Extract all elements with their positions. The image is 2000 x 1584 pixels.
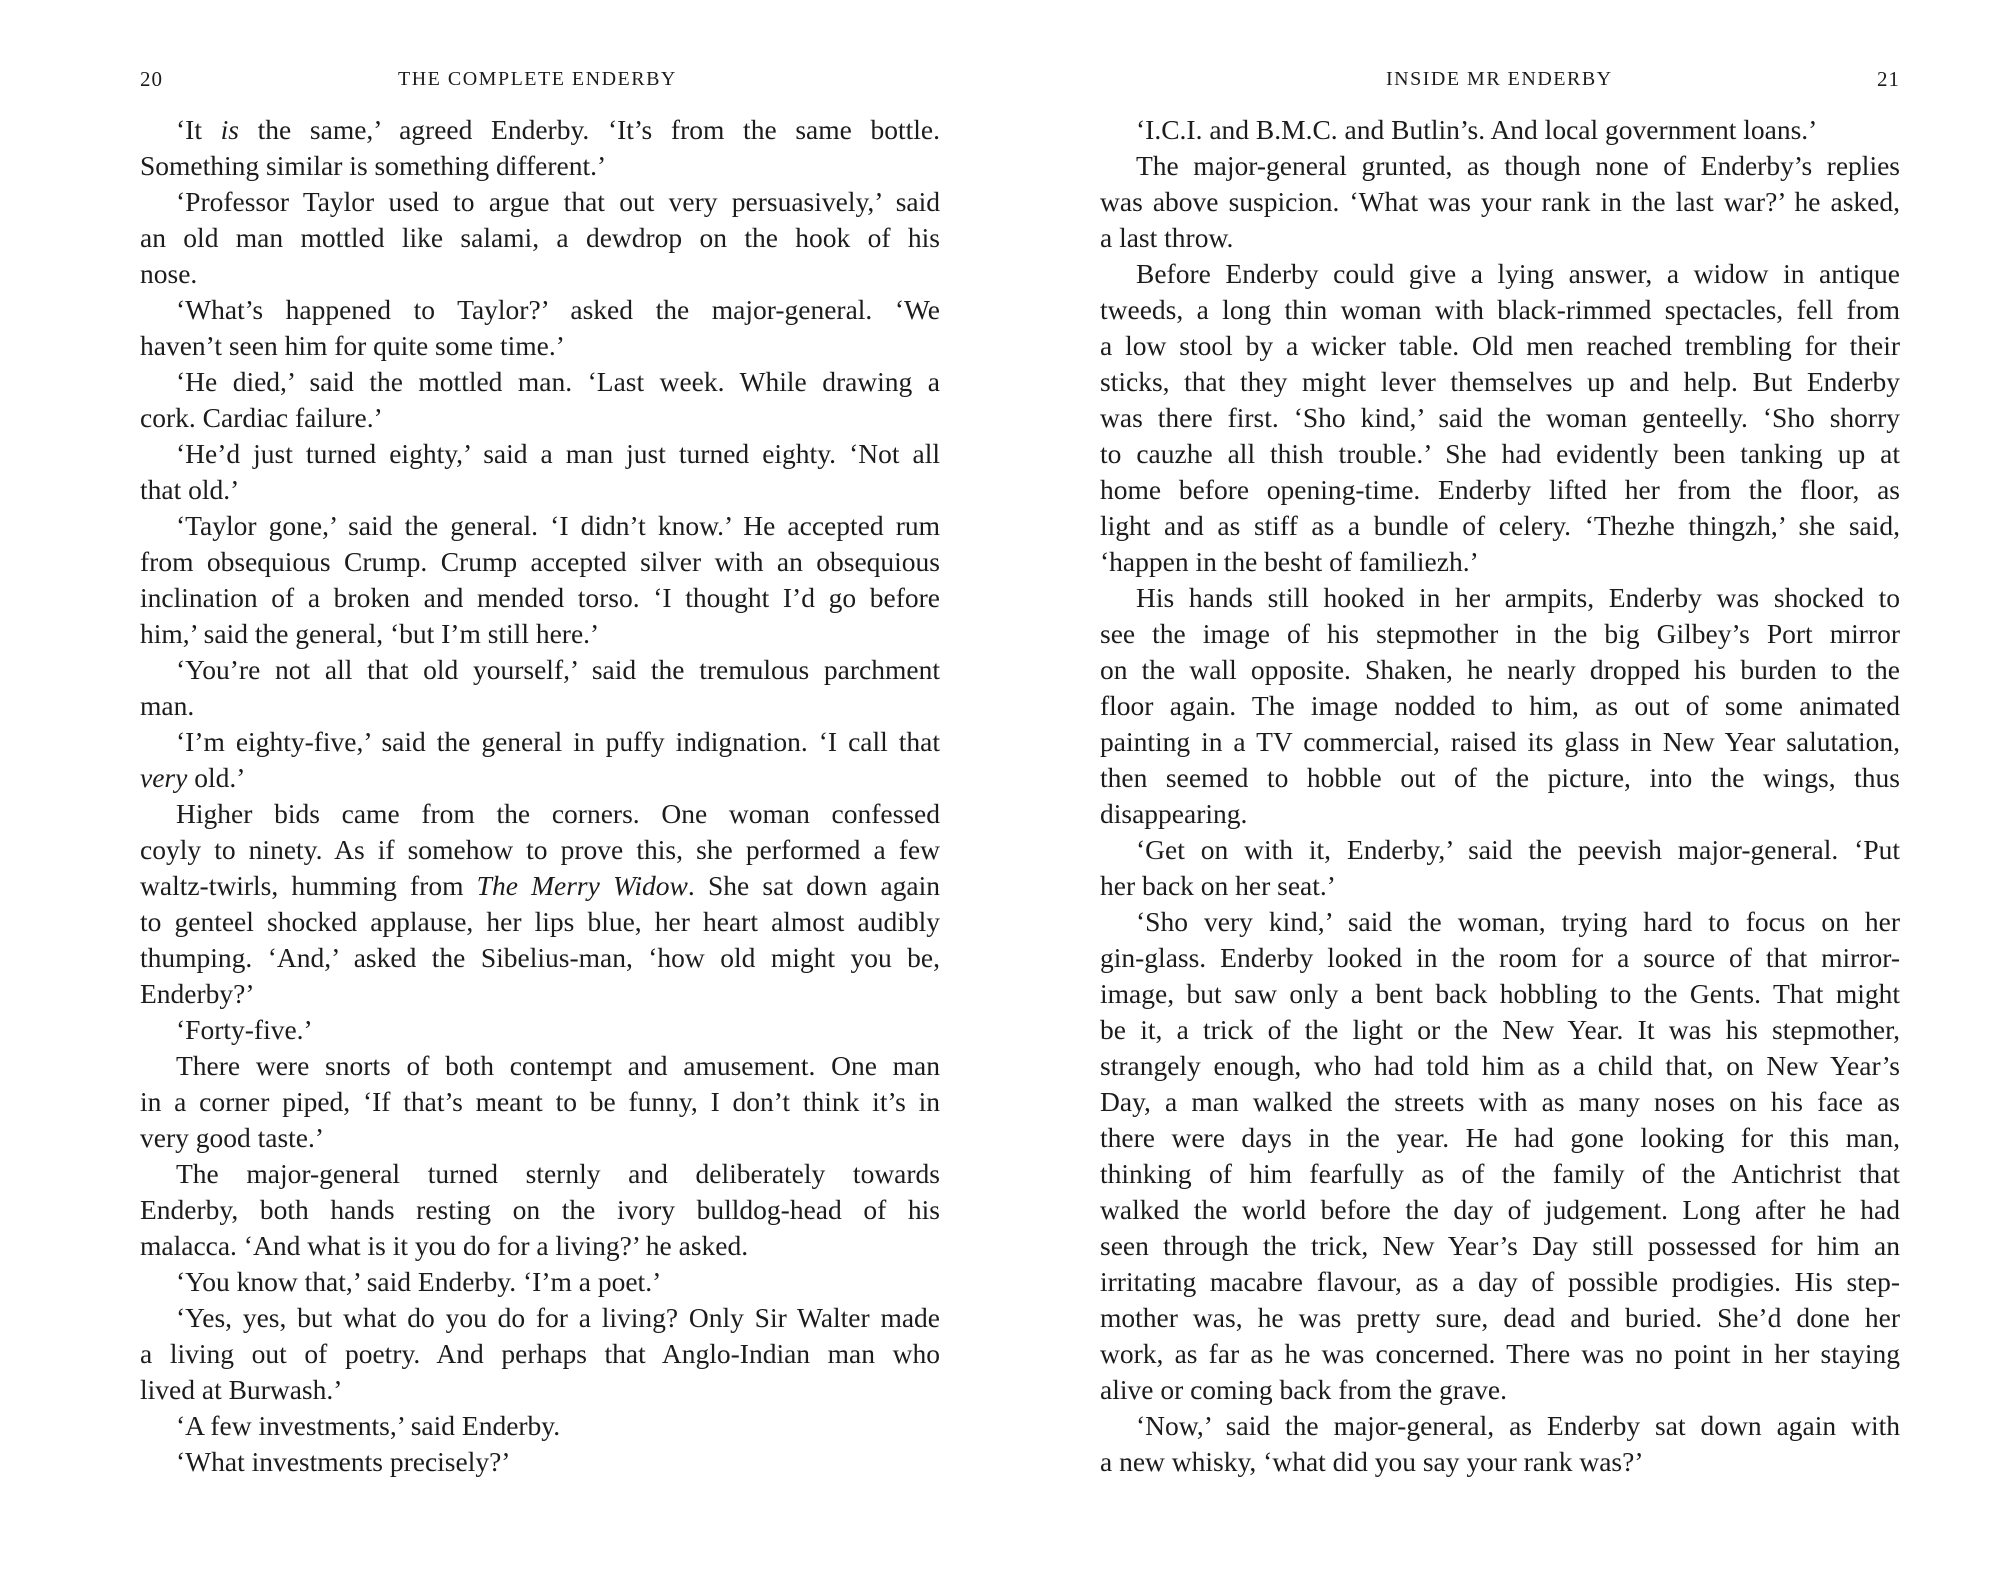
text-segment: tweeds, a long thin woman with black-rimmed spectacles, fell from [1100, 294, 1900, 325]
text-segment: floor again. The image nodded to him, as out of some animated [1100, 690, 1900, 721]
text-segment: cork. Cardiac failure.’ [140, 402, 383, 433]
text-segment: ‘It [176, 114, 221, 145]
text-segment: The major-general turned sternly and deliberately towards [176, 1158, 940, 1189]
text-segment: thinking of him fearfully as of the family of the Antichrist that [1100, 1158, 1900, 1189]
right-text-line [1100, 1012, 1900, 1048]
text-segment: There were snorts of both contempt and amusement. One man [176, 1050, 940, 1081]
left-text-line [140, 1048, 940, 1084]
text-segment: walked the world before the day of judgement. Long after he had [1100, 1194, 1900, 1225]
text-segment: ‘You know that,’ said Enderby. ‘I’m a poet.’ [176, 1266, 662, 1297]
left-text-line [140, 364, 940, 400]
left-text-line [140, 760, 940, 796]
text-segment: lived at Burwash.’ [140, 1374, 343, 1405]
left-text-line [140, 508, 940, 544]
right-text-line [1100, 580, 1900, 616]
left-text-line [140, 544, 940, 580]
right-text-line [1100, 796, 1900, 832]
text-segment: waltz-twirls, humming from [140, 870, 477, 901]
text-segment: inclination of a broken and mended torso. ‘I thought I’d go before [140, 582, 940, 613]
text-segment: a low stool by a wicker table. Old men reached trembling for their [1100, 330, 1900, 361]
right-text-line [1100, 1336, 1900, 1372]
right-text-line [1100, 400, 1900, 436]
text-segment: from obsequious Crump. Crump accepted silver with an obsequious [140, 546, 940, 577]
left-text-line [140, 328, 940, 364]
left-text-line [140, 1192, 940, 1228]
left-text-line [140, 184, 940, 220]
text-segment: strangely enough, who had told him as a child that, on New Year’s [1100, 1050, 1900, 1081]
right-text-line [1100, 472, 1900, 508]
text-segment: ‘He died,’ said the mottled man. ‘Last week. While drawing a [176, 366, 940, 397]
text-segment: him,’ said the general, ‘but I’m still here.’ [140, 618, 600, 649]
text-segment: ‘Taylor gone,’ said the general. ‘I didn’t know.’ He accepted rum [176, 510, 940, 541]
left-page-number: 20 [140, 67, 163, 91]
right-text-line [1100, 1444, 1900, 1480]
text-segment: Day, a man walked the streets with as many noses on his face as [1100, 1086, 1900, 1117]
left-text-line [140, 940, 940, 976]
text-segment: the same,’ agreed Enderby. ‘It’s from the same bottle. [238, 114, 940, 145]
left-text-line [140, 220, 940, 256]
left-text-line [140, 1012, 940, 1048]
right-text-line [1100, 1300, 1900, 1336]
right-text-line [1100, 1084, 1900, 1120]
text-segment: Higher bids came from the corners. One woman confessed [176, 798, 940, 829]
left-text-line [140, 868, 940, 904]
left-text-line [140, 400, 940, 436]
left-text-line [140, 1156, 940, 1192]
left-text-line [140, 724, 940, 760]
left-text-line [140, 1300, 940, 1336]
text-segment: Something similar is something different.’ [140, 150, 607, 181]
right-text-line [1100, 1264, 1900, 1300]
left-text-line [140, 292, 940, 328]
left-text-line [140, 1336, 940, 1372]
text-segment: mother was, he was pretty sure, dead and buried. She’d done her [1100, 1302, 1900, 1333]
italic-text: very [140, 762, 188, 793]
text-segment: ‘I.C.I. and B.M.C. and Butlin’s. And local government loans.’ [1136, 114, 1818, 145]
text-segment: light and as stiff as a bundle of celery. ‘Thezhe thingzh,’ she said, [1100, 510, 1900, 541]
text-segment: ‘What’s happened to Taylor?’ asked the major-general. ‘We [176, 294, 940, 325]
right-text-line [1100, 1048, 1900, 1084]
text-segment: Enderby?’ [140, 978, 255, 1009]
left-text-line [140, 1228, 940, 1264]
left-text-line [140, 436, 940, 472]
text-segment: ‘happen in the besht of familiezh.’ [1100, 546, 1479, 577]
right-text-line [1100, 688, 1900, 724]
text-segment: nose. [140, 258, 198, 289]
left-text-line [140, 1408, 940, 1444]
left-text-line [140, 1444, 940, 1480]
text-segment: on the wall opposite. Shaken, he nearly dropped his burden to the [1100, 654, 1900, 685]
text-segment: that old.’ [140, 474, 240, 505]
left-text-line [140, 688, 940, 724]
right-text-line [1100, 436, 1900, 472]
text-segment: to cauzhe all thish trouble.’ She had evidently been tanking up at [1100, 438, 1900, 469]
text-segment: painting in a TV commercial, raised its glass in New Year salutation, [1100, 726, 1900, 757]
right-text-line [1100, 508, 1900, 544]
left-text-line [140, 1264, 940, 1300]
left-text-line [140, 148, 940, 184]
text-segment: alive or coming back from the grave. [1100, 1374, 1507, 1405]
text-segment: Enderby, both hands resting on the ivory bulldog-head of his [140, 1194, 940, 1225]
text-segment: malacca. ‘And what is it you do for a living?’ he asked. [140, 1230, 749, 1261]
text-segment: man. [140, 690, 195, 721]
right-text-line [1100, 256, 1900, 292]
left-text-line [140, 472, 940, 508]
right-text-line [1100, 652, 1900, 688]
left-text-line [140, 1120, 940, 1156]
text-segment: very good taste.’ [140, 1122, 325, 1153]
right-text-line [1100, 1120, 1900, 1156]
left-text-line [140, 616, 940, 652]
right-text-line [1100, 1156, 1900, 1192]
right-running-head [1100, 64, 1900, 94]
right-text-line [1100, 832, 1900, 868]
right-text-line [1100, 184, 1900, 220]
right-text-line [1100, 1408, 1900, 1444]
text-segment: . She sat down again [687, 870, 940, 901]
right-text-line [1100, 220, 1900, 256]
text-segment: ‘He’d just turned eighty,’ said a man just turned eighty. ‘Not all [176, 438, 940, 469]
text-segment: a last throw. [1100, 222, 1234, 253]
right-text-line [1100, 364, 1900, 400]
left-text-line [140, 256, 940, 292]
right-text-line [1100, 940, 1900, 976]
text-segment: sticks, that they might lever themselves up and help. But Enderby [1100, 366, 1900, 397]
text-segment: a new whisky, ‘what did you say your rank was?’ [1100, 1446, 1644, 1477]
right-text-line [1100, 724, 1900, 760]
left-text-line [140, 580, 940, 616]
right-page [1100, 0, 1900, 1584]
text-segment: coyly to ninety. As if somehow to prove this, she performed a few [140, 834, 940, 865]
text-segment: ‘I’m eighty-five,’ said the general in puffy indignation. ‘I call that [176, 726, 940, 757]
text-segment: be it, a trick of the light or the New Year. It was his stepmother, [1100, 1014, 1900, 1045]
right-text-line [1100, 112, 1900, 148]
left-book-title: THE COMPLETE ENDERBY [398, 68, 677, 90]
text-segment: then seemed to hobble out of the picture, into the wings, thus [1100, 762, 1900, 793]
text-segment: her back on her seat.’ [1100, 870, 1336, 901]
text-segment: see the image of his stepmother in the big Gilbey’s Port mirror [1100, 618, 1900, 649]
text-segment: ‘Forty-five.’ [176, 1014, 313, 1045]
text-segment: ‘Professor Taylor used to argue that out very persuasively,’ said [176, 186, 940, 217]
text-segment: there were days in the year. He had gone looking for this man, [1100, 1122, 1900, 1153]
left-body-text [140, 112, 940, 1480]
left-text-line [140, 112, 940, 148]
right-text-line [1100, 328, 1900, 364]
left-text-line [140, 904, 940, 940]
text-segment: ‘Now,’ said the major-general, as Enderby sat down again with [1136, 1410, 1900, 1441]
left-page [140, 0, 940, 1584]
text-segment: was above suspicion. ‘What was your rank in the last war?’ he asked, [1100, 186, 1900, 217]
right-text-line [1100, 544, 1900, 580]
right-text-line [1100, 976, 1900, 1012]
right-page-number: 21 [1877, 67, 1900, 91]
right-text-line [1100, 904, 1900, 940]
right-text-line [1100, 1192, 1900, 1228]
text-segment: in a corner piped, ‘If that’s meant to be funny, I don’t think it’s in [140, 1086, 940, 1117]
text-segment: ‘Get on with it, Enderby,’ said the peevish major-general. ‘Put [1136, 834, 1900, 865]
text-segment: image, but saw only a bent back hobbling to the Gents. That might [1100, 978, 1900, 1009]
text-segment: an old man mottled like salami, a dewdrop on the hook of his [140, 222, 940, 253]
right-text-line [1100, 616, 1900, 652]
text-segment: Before Enderby could give a lying answer, a widow in antique [1136, 258, 1900, 289]
left-text-line [140, 1372, 940, 1408]
right-text-line [1100, 868, 1900, 904]
right-text-line [1100, 292, 1900, 328]
text-segment: ‘A few investments,’ said Enderby. [176, 1410, 561, 1441]
text-segment: His hands still hooked in her armpits, Enderby was shocked to [1136, 582, 1900, 613]
left-text-line [140, 652, 940, 688]
text-segment: gin-glass. Enderby looked in the room for a source of that mirror- [1100, 942, 1900, 973]
text-segment: The major-general grunted, as though none of Enderby’s replies [1136, 150, 1900, 181]
left-text-line [140, 832, 940, 868]
text-segment: ‘You’re not all that old yourself,’ said the tremulous parchment [176, 654, 940, 685]
right-text-line [1100, 1228, 1900, 1264]
text-segment: old.’ [187, 762, 246, 793]
text-segment: seen through the trick, New Year’s Day still possessed for him an [1100, 1230, 1900, 1261]
left-text-line [140, 796, 940, 832]
italic-text: is [220, 114, 239, 145]
text-segment: haven’t seen him for quite some time.’ [140, 330, 565, 361]
text-segment: irritating macabre flavour, as a day of possible prodigies. His step- [1100, 1266, 1900, 1297]
text-segment: to genteel shocked applause, her lips blue, her heart almost audibly [140, 906, 940, 937]
text-segment: thumping. ‘And,’ asked the Sibelius-man, ‘how old might you be, [140, 942, 940, 973]
left-text-line [140, 1084, 940, 1120]
text-segment: a living out of poetry. And perhaps that Anglo-Indian man who [140, 1338, 940, 1369]
right-text-line [1100, 760, 1900, 796]
italic-text: The Merry Widow [476, 870, 688, 901]
text-segment: disappearing. [1100, 798, 1248, 829]
text-segment: home before opening-time. Enderby lifted her from the floor, as [1100, 474, 1900, 505]
left-text-line [140, 976, 940, 1012]
text-segment: ‘Sho very kind,’ said the woman, trying hard to focus on her [1136, 906, 1900, 937]
text-segment: was there first. ‘Sho kind,’ said the woman genteelly. ‘Sho shorry [1100, 402, 1900, 433]
text-segment: ‘What investments precisely?’ [176, 1446, 511, 1477]
text-segment: ‘Yes, yes, but what do you do for a living? Only Sir Walter made [176, 1302, 940, 1333]
right-chapter-title: INSIDE MR ENDERBY [1386, 68, 1613, 90]
right-body-text [1100, 112, 1900, 1480]
left-running-head [140, 64, 940, 94]
right-text-line [1100, 1372, 1900, 1408]
text-segment: work, as far as he was concerned. There was no point in her staying [1100, 1338, 1900, 1369]
right-text-line [1100, 148, 1900, 184]
